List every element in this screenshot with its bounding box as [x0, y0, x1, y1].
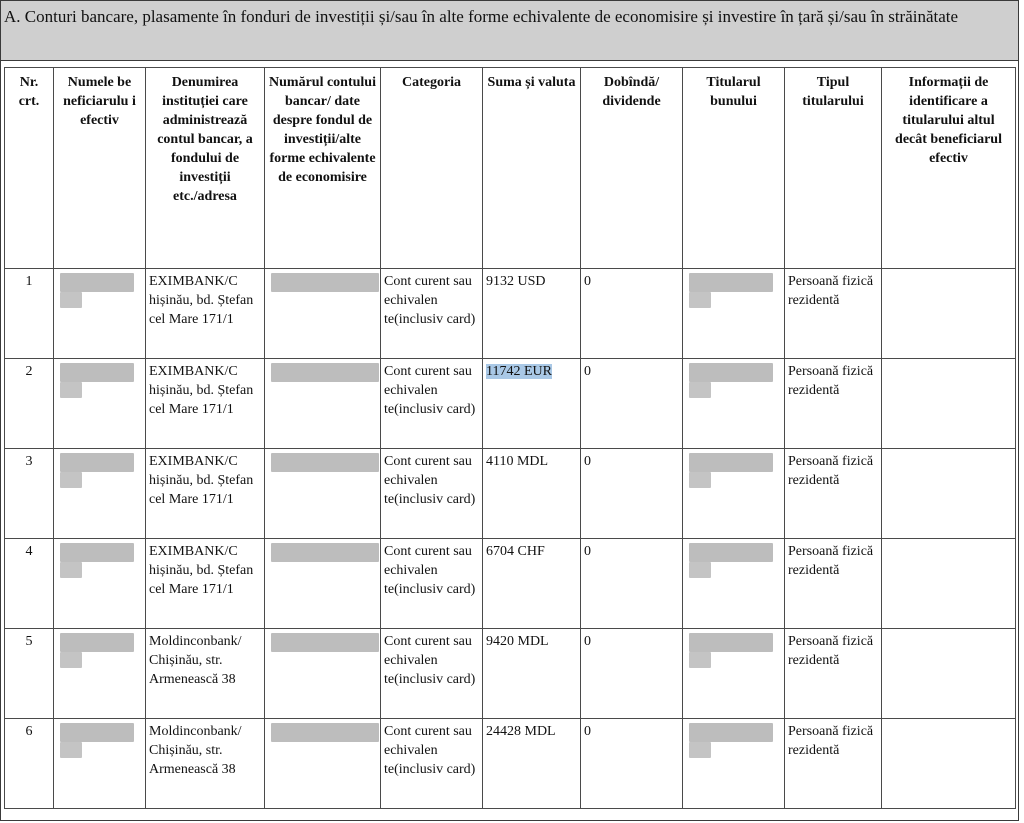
redacted-account — [271, 723, 379, 742]
row-number: 2 — [5, 359, 54, 449]
redacted-holder-tail — [689, 382, 711, 398]
redacted-name-tail — [60, 382, 82, 398]
amount-cell: 6704 CHF — [483, 539, 581, 629]
account-cell — [265, 449, 381, 539]
holder-type-cell: Persoană fizică rezidentă — [785, 539, 882, 629]
institution-cell: Moldinconbank/ Chișinău, str. Armenească 38 — [146, 719, 265, 809]
table-row — [5, 359, 1016, 449]
interest-cell: 0 — [581, 449, 683, 539]
redacted-name-tail — [60, 562, 82, 578]
account-cell — [265, 629, 381, 719]
amount-cell: 24428 MDL — [483, 719, 581, 809]
redacted-holder — [689, 543, 773, 562]
redacted-account — [271, 453, 379, 472]
category-cell: Cont curent sau echivalen te(inclusiv card) — [381, 629, 483, 719]
holder-type-cell: Persoană fizică rezidentă — [785, 449, 882, 539]
institution-cell: Moldinconbank/ Chișinău, str. Armenească 38 — [146, 629, 265, 719]
selected-amount-text[interactable]: 11742 EUR — [486, 364, 552, 379]
table-row — [5, 269, 1016, 359]
holder-type-cell: Persoană fizică rezidentă — [785, 269, 882, 359]
category-cell: Cont curent sau echivalen te(inclusiv card) — [381, 269, 483, 359]
category-cell: Cont curent sau echivalen te(inclusiv card) — [381, 539, 483, 629]
redacted-name-tail — [60, 292, 82, 308]
redacted-holder — [689, 453, 773, 472]
header-holder: Titularul bunului — [683, 68, 785, 269]
institution-cell: EXIMBANK/C hișinău, bd. Ștefan cel Mare 171/1 — [146, 449, 265, 539]
redacted-holder-tail — [689, 292, 711, 308]
holder-cell — [683, 629, 785, 719]
other-info-cell — [882, 359, 1016, 449]
row-number: 6 — [5, 719, 54, 809]
beneficiary-cell — [54, 539, 146, 629]
beneficiary-cell — [54, 719, 146, 809]
redacted-name-tail — [60, 472, 82, 488]
holder-cell — [683, 539, 785, 629]
holder-cell — [683, 359, 785, 449]
interest-cell: 0 — [581, 359, 683, 449]
redacted-name — [60, 273, 134, 292]
interest-cell: 0 — [581, 269, 683, 359]
redacted-holder-tail — [689, 742, 711, 758]
amount-cell: 9132 USD — [483, 269, 581, 359]
header-institution: Denumirea instituției care administrează contul bancar, a fondului de investiții etc./adresa — [146, 68, 265, 269]
account-cell — [265, 539, 381, 629]
redacted-holder — [689, 273, 773, 292]
table-row — [5, 629, 1016, 719]
section-title: A. Conturi bancare, plasamente în fonduri de investiții și/sau în alte forme echivalente de economisire și investire în țară și/sau în străinătate — [1, 1, 1018, 61]
beneficiary-cell — [54, 629, 146, 719]
redacted-holder-tail — [689, 472, 711, 488]
redacted-holder-tail — [689, 652, 711, 668]
row-number: 3 — [5, 449, 54, 539]
holder-type-cell: Persoană fizică rezidentă — [785, 719, 882, 809]
category-cell: Cont curent sau echivalen te(inclusiv card) — [381, 359, 483, 449]
table-row — [5, 539, 1016, 629]
interest-cell: 0 — [581, 629, 683, 719]
beneficiary-cell — [54, 449, 146, 539]
other-info-cell — [882, 629, 1016, 719]
redacted-name — [60, 543, 134, 562]
holder-type-cell: Persoană fizică rezidentă — [785, 629, 882, 719]
amount-cell: 4110 MDL — [483, 449, 581, 539]
other-info-cell — [882, 449, 1016, 539]
beneficiary-cell — [54, 359, 146, 449]
table-header-row — [5, 68, 1016, 269]
institution-cell: EXIMBANK/C hișinău, bd. Ștefan cel Mare 171/1 — [146, 359, 265, 449]
redacted-name — [60, 723, 134, 742]
row-number: 4 — [5, 539, 54, 629]
header-amount: Suma și valuta — [483, 68, 581, 269]
redacted-name — [60, 453, 134, 472]
account-cell — [265, 359, 381, 449]
redacted-name-tail — [60, 652, 82, 668]
holder-cell — [683, 449, 785, 539]
header-account-number: Numărul contului bancar/ date despre fondul de investiții/alte forme echivalente de economisire — [265, 68, 381, 269]
institution-cell: EXIMBANK/C hișinău, bd. Ștefan cel Mare 171/1 — [146, 539, 265, 629]
amount-cell: 9420 MDL — [483, 629, 581, 719]
table-row — [5, 719, 1016, 809]
institution-cell: EXIMBANK/C hișinău, bd. Ștefan cel Mare 171/1 — [146, 269, 265, 359]
header-nr: Nr. crt. — [5, 68, 54, 269]
redacted-name-tail — [60, 742, 82, 758]
redacted-account — [271, 273, 379, 292]
redacted-name — [60, 633, 134, 652]
header-other-info: Informații de identificare a titularului altul decât beneficiarul efectiv — [882, 68, 1016, 269]
holder-cell — [683, 269, 785, 359]
other-info-cell — [882, 269, 1016, 359]
amount-cell[interactable] — [483, 359, 581, 449]
row-number: 1 — [5, 269, 54, 359]
redacted-account — [271, 363, 379, 382]
holder-cell — [683, 719, 785, 809]
table-row — [5, 449, 1016, 539]
header-category: Categoria — [381, 68, 483, 269]
header-holder-type: Tipul titularului — [785, 68, 882, 269]
row-number: 5 — [5, 629, 54, 719]
interest-cell: 0 — [581, 719, 683, 809]
account-cell — [265, 719, 381, 809]
redacted-name — [60, 363, 134, 382]
interest-cell: 0 — [581, 539, 683, 629]
header-beneficiary: Numele be neficiarulu i efectiv — [54, 68, 146, 269]
redacted-account — [271, 633, 379, 652]
redacted-account — [271, 543, 379, 562]
holder-type-cell: Persoană fizică rezidentă — [785, 359, 882, 449]
redacted-holder-tail — [689, 562, 711, 578]
redacted-holder — [689, 723, 773, 742]
category-cell: Cont curent sau echivalen te(inclusiv card) — [381, 449, 483, 539]
redacted-holder — [689, 363, 773, 382]
other-info-cell — [882, 539, 1016, 629]
header-interest: Dobîndă/ dividende — [581, 68, 683, 269]
bank-accounts-table — [4, 67, 1016, 809]
other-info-cell — [882, 719, 1016, 809]
category-cell: Cont curent sau echivalen te(inclusiv card) — [381, 719, 483, 809]
account-cell — [265, 269, 381, 359]
redacted-holder — [689, 633, 773, 652]
beneficiary-cell — [54, 269, 146, 359]
